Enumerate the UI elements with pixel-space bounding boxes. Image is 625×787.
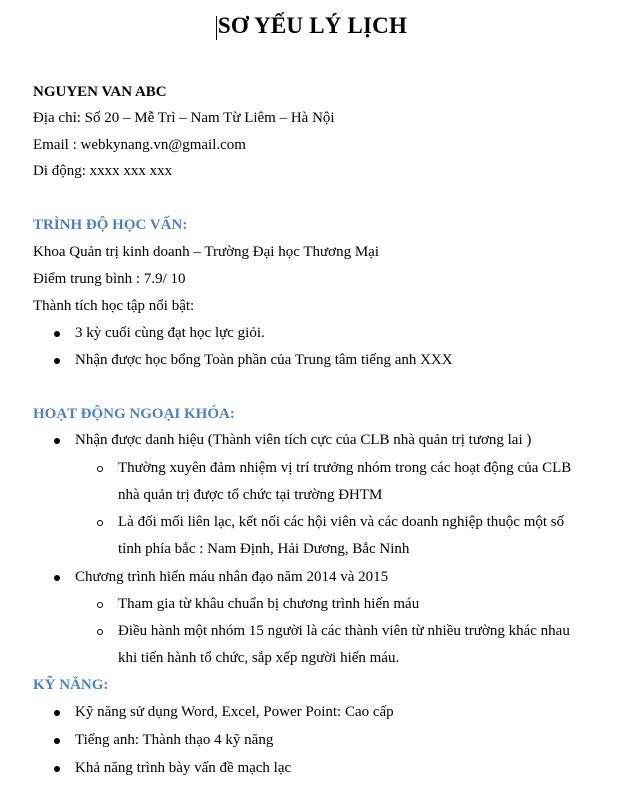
bullet-icon (54, 331, 60, 337)
bullet-icon (54, 766, 60, 772)
sub-list-item-cont: nhà quản trị được tổ chức tại trường ĐHTM (118, 487, 383, 503)
sub-list-item: Tham gia từ khâu chuẩn bị chương trình hiến máu (118, 596, 420, 612)
bullet-icon (54, 738, 60, 744)
circle-bullet-icon (97, 520, 103, 526)
list-item: 3 kỳ cuối cùng đạt học lực giỏi. (75, 325, 265, 341)
list-item: Tiếng anh: Thành thạo 4 kỹ năng (75, 732, 274, 748)
education-heading: TRÌNH ĐỘ HỌC VẤN: (33, 217, 188, 233)
list-item: Chương trình hiến máu nhân đạo năm 2014 và 2015 (75, 569, 389, 585)
bullet-icon (54, 710, 60, 716)
contact-phone: Di động: xxxx xxx xxx (33, 163, 173, 179)
activities-heading: HOẠT ĐỘNG NGOẠI KHÓA: (33, 406, 235, 422)
bullet-icon (54, 358, 60, 364)
education-school: Khoa Quản trị kinh doanh – Trường Đại học Thương Mại (33, 244, 379, 260)
sub-list-item: Điều hành một nhóm 15 người là các thành viên từ nhiều trường khác nhau (118, 623, 570, 639)
list-item: Kỹ năng sử dụng Word, Excel, Power Point: Cao cấp (75, 704, 394, 720)
list-item: Nhận được danh hiệu (Thành viên tích cực của CLB nhà quản trị tương lai ) (75, 432, 532, 448)
circle-bullet-icon (97, 629, 103, 635)
bullet-icon (54, 575, 60, 581)
bullet-icon (54, 438, 60, 444)
sub-list-item-cont: khi tiến hành tổ chức, sắp xếp người hiến máu. (118, 650, 400, 666)
contact-name: NGUYEN VAN ABC (33, 84, 167, 100)
contact-address: Địa chỉ: Số 20 – Mễ Trì – Nam Từ Liêm – Hà Nội (33, 110, 335, 126)
document-title: SƠ YẾU LÝ LỊCH (217, 13, 408, 38)
list-item: Khả năng trình bày vấn đề mạch lạc (75, 760, 292, 776)
sub-list-item-cont: tỉnh phía bắc : Nam Định, Hải Dương, Bắc Ninh (118, 541, 410, 557)
circle-bullet-icon (97, 466, 103, 472)
circle-bullet-icon (97, 602, 103, 608)
contact-email: Email : webkynang.vn@gmail.com (33, 137, 246, 153)
list-item: Nhận được học bổng Toàn phần của Trung tâm tiếng anh XXX (75, 352, 453, 368)
education-achievements-label: Thành tích học tập nổi bật: (33, 298, 195, 314)
education-gpa: Điểm trung bình : 7.9/ 10 (33, 271, 186, 287)
sub-list-item: Thường xuyên đảm nhiệm vị trí trưởng nhóm trong các hoạt động của CLB (118, 460, 572, 476)
skills-heading: KỸ NĂNG: (33, 677, 109, 693)
sub-list-item: Là đối mối liên lạc, kết nối các hội viên và các doanh nghiệp thuộc một số (118, 514, 565, 530)
